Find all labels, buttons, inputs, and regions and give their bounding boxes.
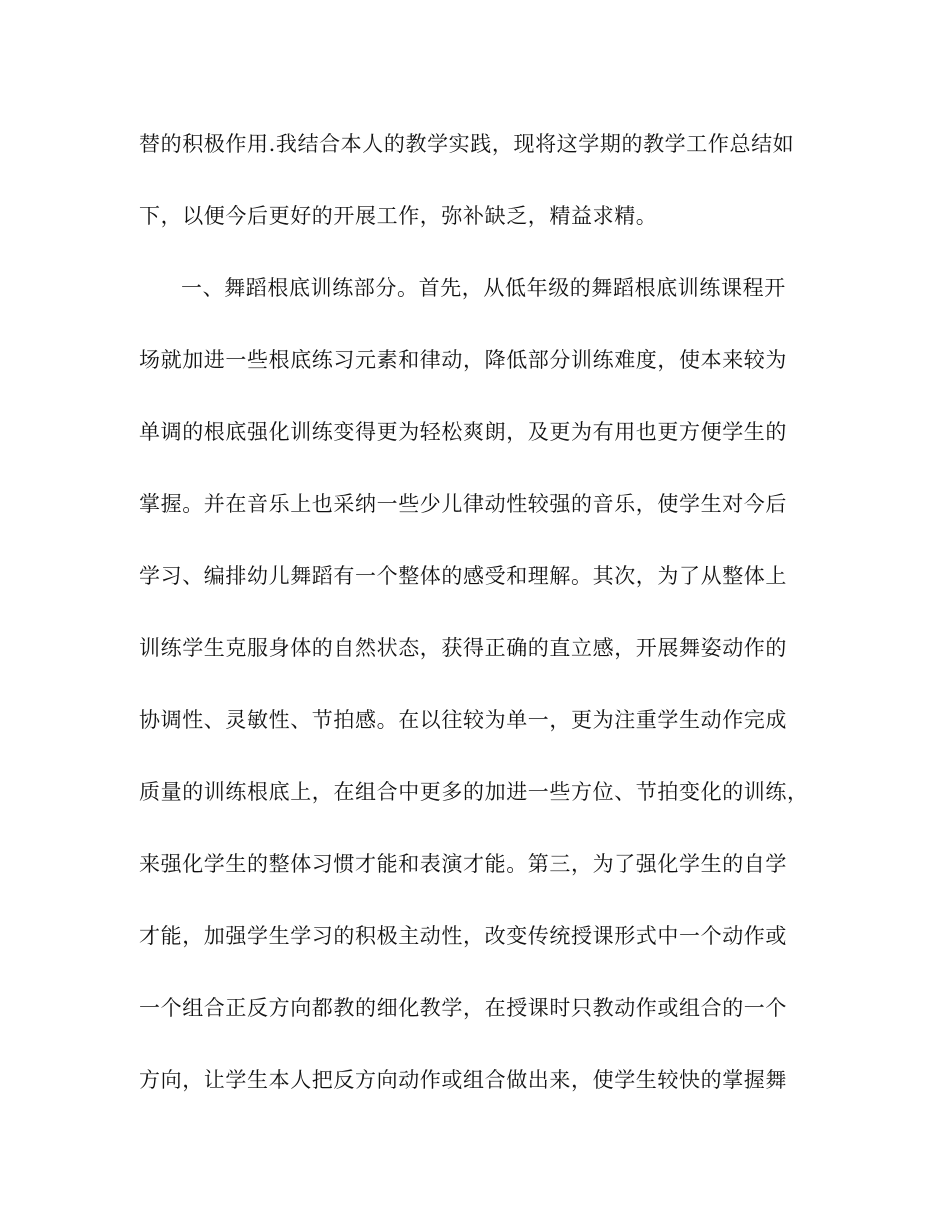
text-line: 方向，让学生本人把反方向动作或组合做出来，使学生较快的掌握舞 — [139, 1068, 787, 1092]
text-line: 掌握。并在音乐上也采纳一些少儿律动性较强的音乐，使学生对今后 — [139, 492, 787, 516]
text-line: 替的积极作用.我结合本人的教学实践，现将这学期的教学工作总结如 — [139, 132, 795, 156]
text-line: 一个组合正反方向都教的细化教学，在授课时只教动作或组合的一个 — [139, 996, 787, 1020]
text-line: 单调的根底强化训练变得更为轻松爽朗，及更为有用也更方便学生的 — [139, 420, 787, 444]
paragraph-start-line: 一、舞蹈根底训练部分。首先，从低年级的舞蹈根底训练课程开 — [181, 276, 786, 300]
text-line: 质量的训练根底上，在组合中更多的加进一些方位、节拍变化的训练， — [139, 780, 809, 804]
text-line: 来强化学生的整体习惯才能和表演才能。第三，为了强化学生的自学 — [139, 852, 787, 876]
text-line: 才能，加强学生学习的积极主动性，改变传统授课形式中一个动作或 — [139, 924, 787, 948]
text-line: 学习、编排幼儿舞蹈有一个整体的感受和理解。其次，为了从整体上 — [139, 564, 787, 588]
text-line: 下，以便今后更好的开展工作，弥补缺乏，精益求精。 — [139, 204, 658, 228]
text-line: 训练学生克服身体的自然状态，获得正确的直立感，开展舞姿动作的 — [139, 636, 787, 660]
text-line: 场就加进一些根底练习元素和律动，降低部分训练难度，使本来较为 — [139, 348, 787, 372]
text-line: 协调性、灵敏性、节拍感。在以往较为单一，更为注重学生动作完成 — [139, 708, 787, 732]
body-text — [139, 122, 819, 1130]
